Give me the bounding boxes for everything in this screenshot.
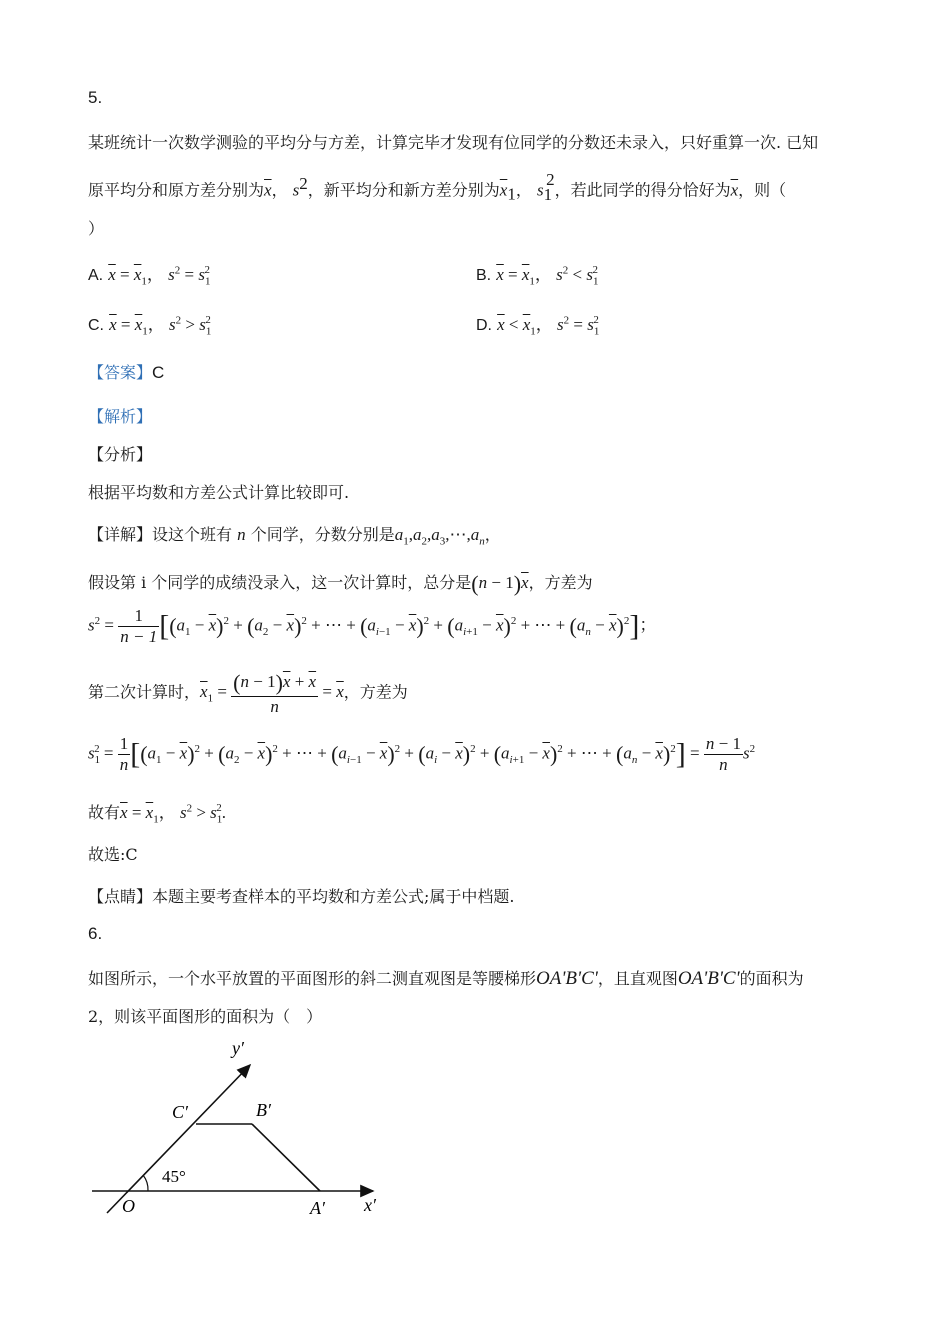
- stem-text: ，且直观图: [597, 969, 678, 988]
- question-stem-line: 某班统计一次数学测验的平均分与方差，计算完毕才发现有位同学的分数还未录入，只好重算一次. 已知: [88, 133, 819, 152]
- detail-text: 第二次计算时，: [88, 682, 201, 702]
- option-letter: C.: [88, 317, 104, 334]
- fenxi-tag: 【分析】: [88, 445, 153, 464]
- variance-formula-2: $s_1^2$ = $\frac{1}{n}$ [$(a_1 - \overline{x})^2 + (a_2 - \overline{x})^2$ + ⋯ + $(a_{i-1} - \overline{x})^2 + (a_i - \overline{x})^2 + (a_{i+1} - \overline{x})^2$ + ⋯ + $(a_n - \overline{x})^2$] = $\frac{n - 1}{n}$ $s^2$: [88, 734, 756, 774]
- question-number: 5.: [88, 88, 103, 107]
- option-c[interactable]: C. $\overline{x} = \overline{x}_1$， $s^2 > s_1^2$: [88, 314, 212, 338]
- answer-line: [88, 360, 164, 383]
- variance-formula: $s^2$ = $\frac{1}{n - 1}$ [$(a_1 - \overline{x})^2 + (a_2 - \overline{x})^2$ + ⋯ + $(a_{i-1} - \overline{x})^2 + (a_{i+1} - \overline{x})^2$ + ⋯ + $(a_n - \overline{x})^2$]；: [88, 606, 657, 646]
- detail-text: ，方差为: [343, 682, 408, 702]
- detail-line: 【详解】设这个班有 n 个同学，分数分别是$a_1,a_2,a_3,\cdots,a_n$，: [88, 525, 501, 548]
- stem-text: 如图所示，一个水平放置的平面图形的斜二测直观图是等腰梯形: [88, 969, 537, 988]
- option-a[interactable]: A. $\overline{x} = \overline{x}_1$， $s^2 = s_1^2$: [88, 264, 211, 288]
- point-o-label: O: [122, 1196, 135, 1216]
- math-s2: s: [292, 180, 300, 200]
- detail-text: 假设第 i 个同学的成绩没录入，这一次计算时，总分是: [88, 573, 472, 592]
- detail-tag: 【详解】: [88, 525, 153, 544]
- y-axis-label: y′: [232, 1038, 244, 1058]
- analysis-tag: 【解析】: [88, 407, 153, 426]
- trapezoid-figure: [80, 1038, 400, 1228]
- stem-text: ，新平均分和新方差分别为: [307, 180, 500, 200]
- option-letter: A.: [88, 267, 104, 284]
- point-a-label: A′: [310, 1198, 325, 1218]
- question-stem-line: 如图所示，一个水平放置的平面图形的斜二测直观图是等腰梯形OA'B'C'，且直观图OA'B'C'的面积为: [88, 968, 804, 989]
- x-axis-label: x′: [364, 1195, 376, 1215]
- choose-line: 故选:C: [88, 845, 138, 864]
- option-d[interactable]: D. $\overline{x} < \overline{x}_1$， $s^2 = s_1^2$: [476, 314, 600, 338]
- answer-value: C: [152, 363, 165, 382]
- math-xbar1: $\overline{x}$: [499, 180, 508, 200]
- comment-line: [88, 884, 515, 907]
- option-letter: B.: [476, 267, 492, 284]
- conclusion-line: 故有$\overline{x} = \overline{x}_1$， $s^2 > s_1^2$.: [88, 802, 227, 826]
- angle-label: 45°: [162, 1167, 186, 1186]
- question-stem-line: ）: [88, 219, 105, 238]
- stem-text: 原平均分和原方差分别为: [88, 180, 265, 200]
- angle-arc: [143, 1175, 148, 1191]
- comment-tag: 【点睛】: [88, 887, 153, 906]
- detail-text: 故有: [88, 803, 121, 822]
- stem-text: ，若此同学的得分恰好为: [554, 180, 731, 200]
- answer-tag: 【答案】: [88, 363, 153, 382]
- comment-text: 本题主要考查样本的平均数和方差公式;属于中档题.: [152, 887, 515, 906]
- option-letter: D.: [476, 317, 492, 334]
- detail-text: ，方差为: [528, 573, 593, 592]
- option-b[interactable]: B. $\overline{x} = \overline{x}_1$， $s^2 < s_1^2$: [476, 264, 599, 288]
- detail-text: 个同学，分数分别是: [250, 525, 395, 544]
- question-stem-line: 原平均分和原方差分别为$\overline{x}$， $s^2$，新平均分和新方差分别为$\overline{x}_1$， $s_1^2$，若此同学的得分恰好为$\overline{x}$，则（: [88, 170, 787, 204]
- second-calc-line: 第二次计算时，$\overline{x}_1$ = $\frac{(n - 1)\overline{x} + \overline{x}}{n}$ = $\overline{x}$，方差为: [88, 670, 408, 716]
- math-xbar: $\overline{x}$: [264, 180, 272, 200]
- stem-text: 的面积为: [739, 969, 804, 988]
- fenxi-text: 根据平均数和方差公式计算比较即可.: [88, 483, 350, 502]
- point-c-label: C′: [172, 1102, 188, 1122]
- question-stem-line: 2，则该平面图形的面积为（ ）: [88, 1007, 323, 1026]
- trapezoid-right: [252, 1124, 320, 1191]
- question-number: 6.: [88, 924, 103, 943]
- detail-text: 设这个班有: [152, 525, 233, 544]
- point-b-label: B′: [256, 1100, 271, 1120]
- stem-text: ，则（: [738, 180, 787, 200]
- detail-line: 假设第 i 个同学的成绩没录入，这一次计算时，总分是$(n - 1)\overline{x}$，方差为: [88, 571, 593, 597]
